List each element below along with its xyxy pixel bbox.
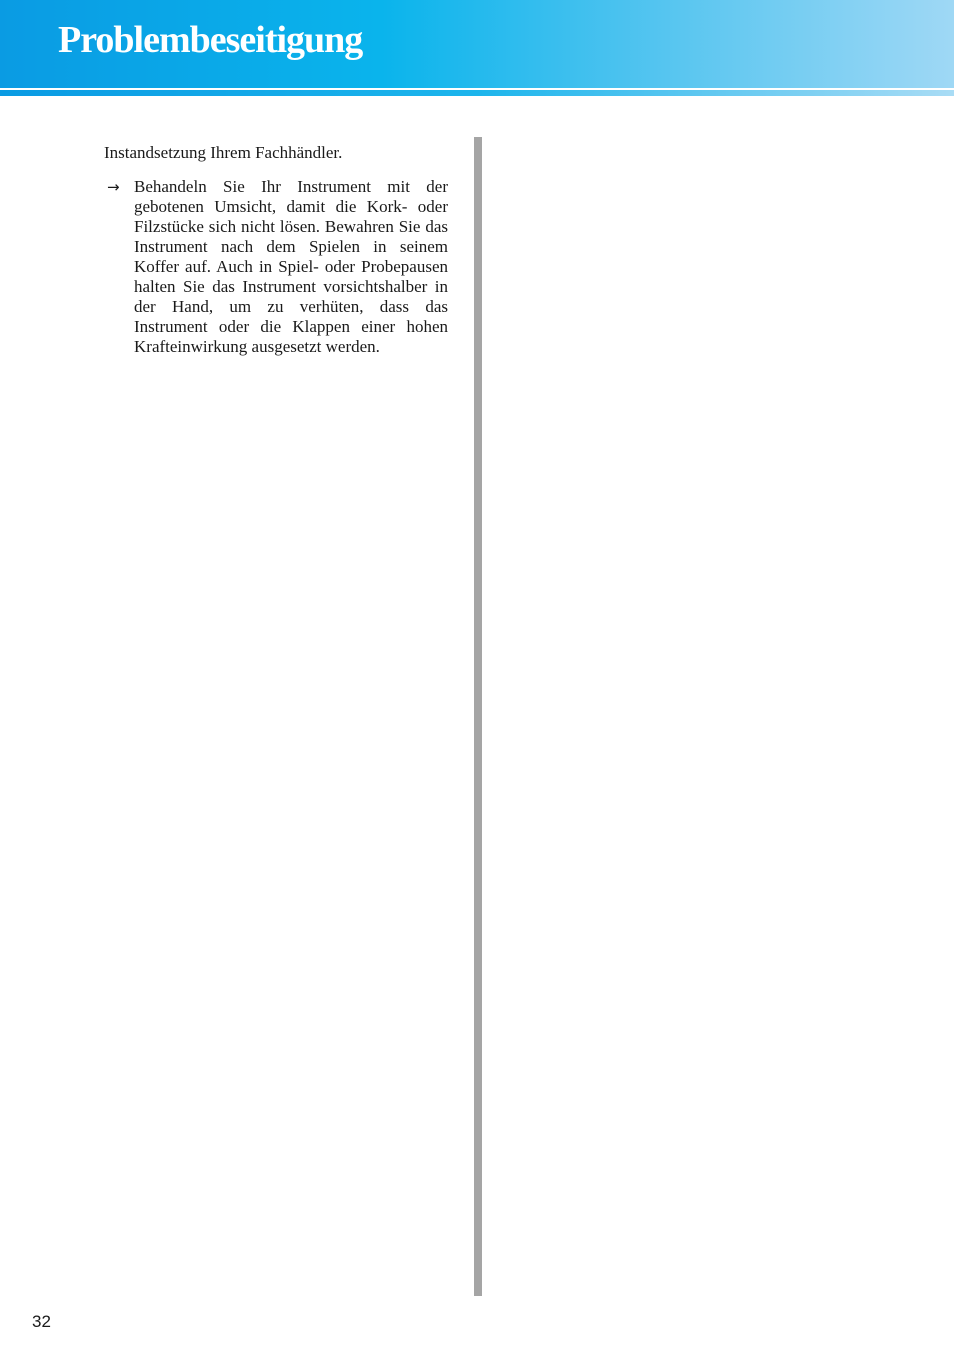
list-item (104, 177, 448, 357)
header-rule (0, 90, 954, 96)
left-column-text (104, 143, 448, 357)
bullet-text: Behandeln Sie Ihr Instrument mit der gebotenen Umsicht, damit die Kork- oder Filzstücke sich nicht lösen. Bewahren Sie das Instrument nach dem Spielen in seinem Koffer auf. Auch in Spiel- oder Probepausen halten Sie das Instrument vorsichtshalber in der Hand, um zu verhüten, dass das Instrument oder die Klappen einer hohen Krafteinwirkung ausgesetzt werden. (134, 177, 448, 356)
column-divider (474, 137, 482, 1296)
page-title: Problembeseitigung (58, 19, 363, 61)
lead-paragraph: Instandsetzung Ihrem Fachhändler. (104, 143, 343, 162)
arrow-right-icon: → (107, 178, 120, 196)
page-number: 32 (32, 1312, 51, 1331)
